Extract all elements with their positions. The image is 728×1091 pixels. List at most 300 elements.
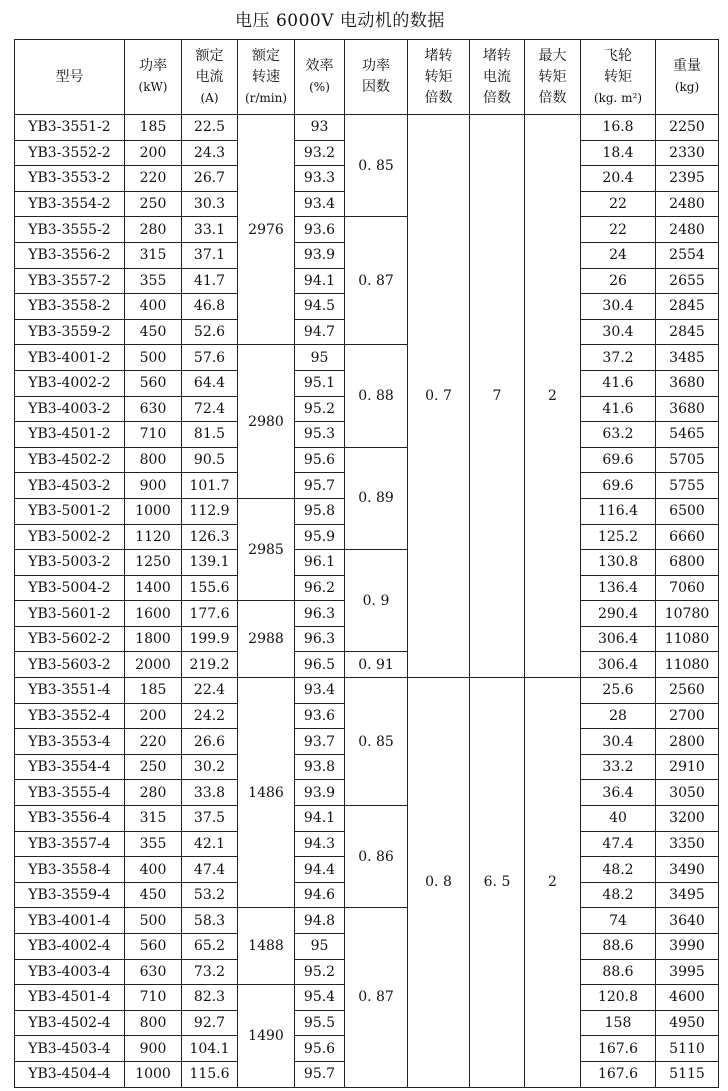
cell-current: 72.4 <box>182 396 238 422</box>
cell-model: YB3-5601-2 <box>15 601 125 627</box>
cell-power: 220 <box>125 166 182 192</box>
header-weight <box>656 40 719 115</box>
cell-power: 185 <box>125 115 182 141</box>
header-line: 倍数 <box>483 89 511 106</box>
cell-power: 1250 <box>125 550 182 576</box>
cell-speed: 1486 <box>238 678 295 908</box>
cell-weight: 3485 <box>656 345 719 371</box>
cell-flywheel: 26 <box>581 268 656 294</box>
cell-max-torque: 2 <box>525 115 581 678</box>
cell-power: 450 <box>125 319 182 345</box>
cell-current: 24.3 <box>182 140 238 166</box>
table-row <box>15 115 719 141</box>
cell-efficiency: 93.6 <box>295 217 345 243</box>
cell-model: YB3-3557-2 <box>15 268 125 294</box>
cell-efficiency: 93.8 <box>295 754 345 780</box>
cell-model: YB3-4001-2 <box>15 345 125 371</box>
cell-speed: 2985 <box>238 498 295 600</box>
cell-weight: 2395 <box>656 166 719 192</box>
cell-model: YB3-3554-2 <box>15 191 125 217</box>
cell-model: YB3-4502-2 <box>15 447 125 473</box>
cell-power-factor: 0. 86 <box>345 806 408 908</box>
header-speed <box>238 40 295 115</box>
cell-current: 53.2 <box>182 882 238 908</box>
cell-model: YB3-3556-4 <box>15 806 125 832</box>
cell-model: YB3-3557-4 <box>15 831 125 857</box>
cell-power: 1800 <box>125 626 182 652</box>
cell-current: 30.3 <box>182 191 238 217</box>
header-line: (r/min) <box>244 90 288 105</box>
cell-flywheel: 167.6 <box>581 1061 656 1087</box>
cell-model: YB3-4003-2 <box>15 396 125 422</box>
header-line: 堵转 <box>424 47 453 64</box>
cell-flywheel: 120.8 <box>581 985 656 1011</box>
cell-model: YB3-3551-2 <box>15 115 125 141</box>
cell-weight: 3995 <box>656 959 719 985</box>
cell-current: 112.9 <box>182 498 238 524</box>
cell-current: 22.4 <box>182 678 238 704</box>
header-power <box>125 40 182 115</box>
cell-flywheel: 41.6 <box>581 370 656 396</box>
cell-power: 560 <box>125 934 182 960</box>
cell-power: 280 <box>125 217 182 243</box>
cell-flywheel: 69.6 <box>581 447 656 473</box>
cell-flywheel: 16.8 <box>581 115 656 141</box>
cell-model: YB3-3555-2 <box>15 217 125 243</box>
cell-current: 65.2 <box>182 934 238 960</box>
cell-locked-torque: 0. 7 <box>408 115 470 678</box>
cell-flywheel: 130.8 <box>581 550 656 576</box>
cell-current: 57.6 <box>182 345 238 371</box>
cell-flywheel: 125.2 <box>581 524 656 550</box>
header-power-factor <box>345 40 408 115</box>
cell-efficiency: 94.1 <box>295 268 345 294</box>
cell-model: YB3-3552-2 <box>15 140 125 166</box>
cell-flywheel: 167.6 <box>581 1036 656 1062</box>
cell-power: 800 <box>125 1010 182 1036</box>
cell-speed: 2976 <box>238 115 295 345</box>
cell-current: 33.8 <box>182 780 238 806</box>
header-line: (%) <box>309 80 330 94</box>
cell-efficiency: 93.9 <box>295 780 345 806</box>
cell-efficiency: 95.7 <box>295 473 345 499</box>
header-line: 因数 <box>362 79 390 95</box>
cell-efficiency: 96.2 <box>295 575 345 601</box>
header-line: (kg) <box>674 80 700 94</box>
cell-power: 250 <box>125 754 182 780</box>
cell-efficiency: 93.4 <box>295 191 345 217</box>
cell-weight: 2845 <box>656 319 719 345</box>
cell-power: 400 <box>125 857 182 883</box>
cell-efficiency: 95.9 <box>295 524 345 550</box>
cell-weight: 2560 <box>656 678 719 704</box>
cell-flywheel: 290.4 <box>581 601 656 627</box>
cell-efficiency: 96.5 <box>295 652 345 678</box>
header-line: 堵转 <box>483 47 511 64</box>
cell-efficiency: 93.4 <box>295 678 345 704</box>
cell-efficiency: 95.3 <box>295 422 345 448</box>
cell-power: 315 <box>125 806 182 832</box>
cell-power: 1120 <box>125 524 182 550</box>
cell-power-factor: 0. 91 <box>345 652 408 678</box>
cell-weight: 3680 <box>656 396 719 422</box>
cell-power-factor: 0. 89 <box>345 447 408 549</box>
cell-weight: 11080 <box>656 626 719 652</box>
cell-model: YB3-3551-4 <box>15 678 125 704</box>
cell-current: 139.1 <box>182 550 238 576</box>
header-line: 转矩 <box>604 68 632 85</box>
cell-power: 355 <box>125 831 182 857</box>
header-locked-current <box>470 40 525 115</box>
table-row <box>15 678 719 704</box>
cell-weight: 5110 <box>656 1036 719 1062</box>
cell-weight: 11080 <box>656 652 719 678</box>
cell-power: 500 <box>125 345 182 371</box>
header-line: 效率 <box>305 58 334 74</box>
header-line: 电流 <box>195 68 224 85</box>
header-max-torque <box>525 40 581 115</box>
table-header-row <box>15 40 719 115</box>
cell-efficiency: 93.9 <box>295 242 345 268</box>
cell-model: YB3-5001-2 <box>15 498 125 524</box>
table-row <box>15 652 719 678</box>
cell-efficiency: 95.6 <box>295 447 345 473</box>
cell-flywheel: 18.4 <box>581 140 656 166</box>
cell-weight: 3990 <box>656 934 719 960</box>
cell-flywheel: 36.4 <box>581 780 656 806</box>
cell-power: 710 <box>125 422 182 448</box>
cell-weight: 2800 <box>656 729 719 755</box>
cell-weight: 10780 <box>656 601 719 627</box>
cell-current: 199.9 <box>182 626 238 652</box>
cell-power: 200 <box>125 703 182 729</box>
cell-model: YB3-3558-2 <box>15 294 125 320</box>
cell-efficiency: 95.6 <box>295 1036 345 1062</box>
cell-weight: 5465 <box>656 422 719 448</box>
cell-power: 200 <box>125 140 182 166</box>
cell-power: 185 <box>125 678 182 704</box>
cell-weight: 6500 <box>656 498 719 524</box>
header-flywheel <box>581 40 656 115</box>
cell-efficiency: 94.5 <box>295 294 345 320</box>
cell-efficiency: 95 <box>295 345 345 371</box>
header-line: 转矩 <box>424 68 453 85</box>
cell-flywheel: 116.4 <box>581 498 656 524</box>
cell-model: YB3-5603-2 <box>15 652 125 678</box>
cell-flywheel: 30.4 <box>581 294 656 320</box>
cell-weight: 3200 <box>656 806 719 832</box>
cell-weight: 4600 <box>656 985 719 1011</box>
cell-flywheel: 22 <box>581 191 656 217</box>
cell-weight: 3050 <box>656 780 719 806</box>
cell-model: YB3-4002-2 <box>15 370 125 396</box>
cell-weight: 3490 <box>656 857 719 883</box>
cell-current: 58.3 <box>182 908 238 934</box>
cell-model: YB3-4501-2 <box>15 422 125 448</box>
cell-speed: 2988 <box>238 601 295 678</box>
cell-power: 220 <box>125 729 182 755</box>
cell-weight: 6660 <box>656 524 719 550</box>
cell-locked-current: 6. 5 <box>470 678 525 1088</box>
cell-power: 500 <box>125 908 182 934</box>
motor-data-table <box>14 39 719 1088</box>
cell-efficiency: 93.6 <box>295 703 345 729</box>
cell-power-factor: 0. 9 <box>345 550 408 652</box>
cell-weight: 2910 <box>656 754 719 780</box>
cell-flywheel: 41.6 <box>581 396 656 422</box>
cell-efficiency: 93.7 <box>295 729 345 755</box>
cell-locked-torque: 0. 8 <box>408 678 470 1088</box>
table-row <box>15 806 719 832</box>
cell-efficiency: 95 <box>295 934 345 960</box>
cell-model: YB3-4504-4 <box>15 1061 125 1087</box>
cell-power: 280 <box>125 780 182 806</box>
table-row <box>15 345 719 371</box>
cell-current: 47.4 <box>182 857 238 883</box>
cell-weight: 2330 <box>656 140 719 166</box>
cell-model: YB3-5003-2 <box>15 550 125 576</box>
cell-efficiency: 94.8 <box>295 908 345 934</box>
cell-flywheel: 30.4 <box>581 319 656 345</box>
cell-efficiency: 95.1 <box>295 370 345 396</box>
header-line: (kW) <box>138 80 168 94</box>
cell-current: 42.1 <box>182 831 238 857</box>
cell-efficiency: 95.5 <box>295 1010 345 1036</box>
cell-weight: 3350 <box>656 831 719 857</box>
cell-flywheel: 136.4 <box>581 575 656 601</box>
table-row <box>15 217 719 243</box>
cell-current: 64.4 <box>182 370 238 396</box>
cell-model: YB3-4001-4 <box>15 908 125 934</box>
cell-power: 800 <box>125 447 182 473</box>
cell-efficiency: 94.3 <box>295 831 345 857</box>
cell-weight: 2554 <box>656 242 719 268</box>
cell-flywheel: 88.6 <box>581 934 656 960</box>
cell-power-factor: 0. 88 <box>345 345 408 447</box>
cell-model: YB3-5004-2 <box>15 575 125 601</box>
cell-current: 33.1 <box>182 217 238 243</box>
cell-current: 82.3 <box>182 985 238 1011</box>
cell-weight: 2250 <box>656 115 719 141</box>
cell-flywheel: 40 <box>581 806 656 832</box>
cell-flywheel: 48.2 <box>581 857 656 883</box>
cell-current: 155.6 <box>182 575 238 601</box>
cell-weight: 3640 <box>656 908 719 934</box>
cell-max-torque: 2 <box>525 678 581 1088</box>
cell-current: 37.1 <box>182 242 238 268</box>
header-line: (kg. m²) <box>593 90 643 105</box>
cell-weight: 5115 <box>656 1061 719 1087</box>
cell-flywheel: 63.2 <box>581 422 656 448</box>
cell-speed: 1488 <box>238 908 295 985</box>
cell-flywheel: 37.2 <box>581 345 656 371</box>
cell-power-factor: 0. 85 <box>345 678 408 806</box>
header-line: 倍数 <box>538 89 567 106</box>
cell-flywheel: 30.4 <box>581 729 656 755</box>
header-line: 飞轮 <box>604 47 632 64</box>
cell-efficiency: 94.7 <box>295 319 345 345</box>
cell-weight: 2655 <box>656 268 719 294</box>
cell-model: YB3-3559-2 <box>15 319 125 345</box>
header-line: 最大 <box>538 47 567 64</box>
cell-model: YB3-4501-4 <box>15 985 125 1011</box>
cell-efficiency: 95.7 <box>295 1061 345 1087</box>
cell-speed: 2980 <box>238 345 295 499</box>
cell-flywheel: 158 <box>581 1010 656 1036</box>
cell-model: YB3-4003-4 <box>15 959 125 985</box>
cell-power-factor: 0. 85 <box>345 115 408 217</box>
cell-current: 26.6 <box>182 729 238 755</box>
cell-weight: 2480 <box>656 217 719 243</box>
cell-efficiency: 96.3 <box>295 626 345 652</box>
cell-weight: 2480 <box>656 191 719 217</box>
cell-power-factor: 0. 87 <box>345 908 408 1087</box>
cell-efficiency: 96.3 <box>295 601 345 627</box>
cell-model: YB3-4503-4 <box>15 1036 125 1062</box>
cell-current: 115.6 <box>182 1061 238 1087</box>
cell-flywheel: 306.4 <box>581 626 656 652</box>
cell-current: 73.2 <box>182 959 238 985</box>
header-model <box>15 40 125 115</box>
cell-efficiency: 94.6 <box>295 882 345 908</box>
cell-flywheel: 88.6 <box>581 959 656 985</box>
cell-flywheel: 20.4 <box>581 166 656 192</box>
cell-flywheel: 69.6 <box>581 473 656 499</box>
cell-power: 630 <box>125 959 182 985</box>
cell-power: 400 <box>125 294 182 320</box>
cell-power: 450 <box>125 882 182 908</box>
table-body <box>15 115 719 1088</box>
cell-current: 92.7 <box>182 1010 238 1036</box>
table-row <box>15 908 719 934</box>
cell-power: 1600 <box>125 601 182 627</box>
cell-power: 630 <box>125 396 182 422</box>
cell-current: 24.2 <box>182 703 238 729</box>
header-current <box>182 40 238 115</box>
cell-current: 22.5 <box>182 115 238 141</box>
cell-power: 2000 <box>125 652 182 678</box>
cell-current: 52.6 <box>182 319 238 345</box>
cell-current: 177.6 <box>182 601 238 627</box>
cell-current: 81.5 <box>182 422 238 448</box>
cell-current: 90.5 <box>182 447 238 473</box>
header-line: 重量 <box>673 58 701 74</box>
header-line: 额定 <box>252 47 280 64</box>
cell-efficiency: 94.1 <box>295 806 345 832</box>
cell-power-factor: 0. 87 <box>345 217 408 345</box>
cell-current: 37.5 <box>182 806 238 832</box>
cell-weight: 5755 <box>656 473 719 499</box>
cell-efficiency: 95.2 <box>295 959 345 985</box>
cell-efficiency: 96.1 <box>295 550 345 576</box>
header-line: 电流 <box>483 68 511 85</box>
cell-flywheel: 25.6 <box>581 678 656 704</box>
cell-efficiency: 93.3 <box>295 166 345 192</box>
table-row <box>15 550 719 576</box>
cell-weight: 5705 <box>656 447 719 473</box>
header-efficiency <box>295 40 345 115</box>
table-row <box>15 447 719 473</box>
cell-current: 41.7 <box>182 268 238 294</box>
header-locked-torque <box>408 40 470 115</box>
cell-current: 126.3 <box>182 524 238 550</box>
cell-weight: 6800 <box>656 550 719 576</box>
cell-model: YB3-3553-4 <box>15 729 125 755</box>
cell-model: YB3-3556-2 <box>15 242 125 268</box>
cell-weight: 2845 <box>656 294 719 320</box>
cell-power: 1400 <box>125 575 182 601</box>
cell-power: 1000 <box>125 1061 182 1087</box>
cell-flywheel: 74 <box>581 908 656 934</box>
cell-efficiency: 95.8 <box>295 498 345 524</box>
cell-power: 315 <box>125 242 182 268</box>
header-line: (A) <box>200 90 219 105</box>
cell-efficiency: 93 <box>295 115 345 141</box>
cell-power: 355 <box>125 268 182 294</box>
cell-model: YB3-3558-4 <box>15 857 125 883</box>
cell-power: 560 <box>125 370 182 396</box>
header-line: 型号 <box>55 68 84 85</box>
cell-flywheel: 24 <box>581 242 656 268</box>
cell-model: YB3-3555-4 <box>15 780 125 806</box>
header-line: 转矩 <box>538 68 567 85</box>
cell-power: 250 <box>125 191 182 217</box>
cell-efficiency: 95.4 <box>295 985 345 1011</box>
cell-weight: 3680 <box>656 370 719 396</box>
cell-flywheel: 28 <box>581 703 656 729</box>
cell-model: YB3-5602-2 <box>15 626 125 652</box>
cell-model: YB3-4502-4 <box>15 1010 125 1036</box>
cell-model: YB3-3554-4 <box>15 754 125 780</box>
cell-weight: 7060 <box>656 575 719 601</box>
cell-model: YB3-3553-2 <box>15 166 125 192</box>
cell-power: 710 <box>125 985 182 1011</box>
cell-model: YB3-4002-4 <box>15 934 125 960</box>
cell-current: 219.2 <box>182 652 238 678</box>
cell-current: 30.2 <box>182 754 238 780</box>
cell-power: 900 <box>125 1036 182 1062</box>
cell-flywheel: 33.2 <box>581 754 656 780</box>
header-line: 功率 <box>362 58 390 74</box>
cell-flywheel: 22 <box>581 217 656 243</box>
cell-current: 101.7 <box>182 473 238 499</box>
cell-current: 26.7 <box>182 166 238 192</box>
cell-power: 900 <box>125 473 182 499</box>
cell-current: 104.1 <box>182 1036 238 1062</box>
cell-weight: 3495 <box>656 882 719 908</box>
cell-weight: 4950 <box>656 1010 719 1036</box>
cell-model: YB3-4503-2 <box>15 473 125 499</box>
cell-model: YB3-5002-2 <box>15 524 125 550</box>
cell-locked-current: 7 <box>470 115 525 678</box>
cell-model: YB3-3559-4 <box>15 882 125 908</box>
cell-current: 46.8 <box>182 294 238 320</box>
cell-efficiency: 93.2 <box>295 140 345 166</box>
header-line: 额定 <box>195 47 224 64</box>
header-line: 转速 <box>252 68 280 85</box>
cell-flywheel: 47.4 <box>581 831 656 857</box>
cell-weight: 2700 <box>656 703 719 729</box>
page-title: 电压 6000V 电动机的数据 <box>235 11 445 31</box>
cell-power: 1000 <box>125 498 182 524</box>
cell-flywheel: 306.4 <box>581 652 656 678</box>
cell-efficiency: 94.4 <box>295 857 345 883</box>
cell-efficiency: 95.2 <box>295 396 345 422</box>
cell-speed: 1490 <box>238 985 295 1087</box>
header-line: 功率 <box>139 58 167 74</box>
cell-flywheel: 48.2 <box>581 882 656 908</box>
header-line: 倍数 <box>424 89 453 106</box>
